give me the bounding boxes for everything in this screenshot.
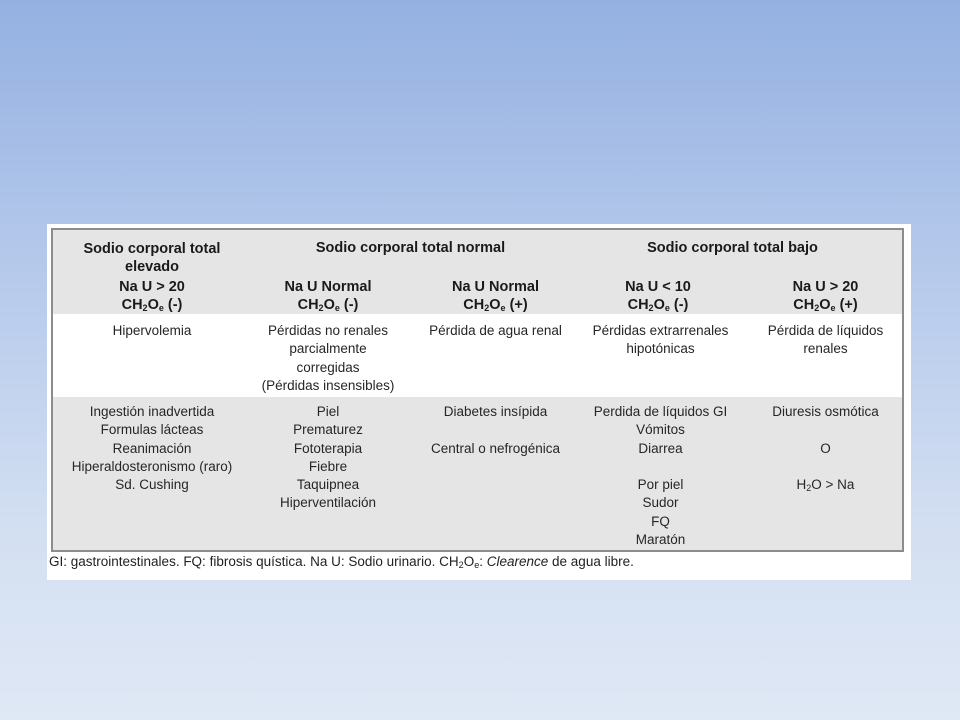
cell-line: Vómitos bbox=[636, 422, 685, 438]
cell-line: Fototerapia bbox=[293, 440, 363, 456]
table-header bbox=[53, 230, 902, 314]
row2-cell-5 bbox=[753, 403, 898, 494]
cell-line: Diarrea bbox=[638, 440, 683, 456]
col-4-na: Na U < 10 bbox=[625, 279, 691, 295]
row1-cell-5 bbox=[753, 322, 898, 359]
cell-line: Ingestión inadvertida bbox=[89, 404, 215, 419]
row1-cell-2 bbox=[243, 322, 413, 395]
col-1-ch: $CH_2O_e$ (-) bbox=[121, 297, 183, 313]
table-row-2 bbox=[53, 397, 902, 550]
col-header-1 bbox=[67, 278, 237, 314]
cell-line: Formulas lácteas bbox=[100, 422, 204, 438]
cell-line: Central o nefrogénica bbox=[430, 440, 561, 456]
row2-cell-2 bbox=[243, 403, 413, 513]
cell-line bbox=[578, 458, 743, 476]
cell-line: Prematurez bbox=[293, 422, 363, 438]
row1-cell-3 bbox=[413, 322, 578, 340]
cell-line: Diabetes insípida bbox=[443, 404, 548, 419]
cell-line: O bbox=[820, 440, 831, 456]
col-3-ch: $CH_2O_e$ (+) bbox=[463, 297, 528, 313]
col-4-ch: $CH_2O_e$ (-) bbox=[627, 297, 689, 313]
col-header-3 bbox=[413, 278, 578, 314]
cell-line: renales bbox=[803, 341, 848, 357]
group-header-normal: Sodio corporal total normal bbox=[315, 240, 506, 256]
cell-line bbox=[413, 421, 578, 439]
cell-line: Perdida de líquidos GI bbox=[593, 404, 728, 419]
cell-line-h2o: $H_2O > Na$ bbox=[796, 477, 855, 494]
cell-line: Por piel bbox=[637, 477, 684, 493]
cell-line: Fiebre bbox=[308, 458, 348, 474]
cell-line: corregidas bbox=[296, 359, 360, 375]
group-header-high: Sodio corporal total elevado bbox=[83, 241, 221, 275]
cell-line bbox=[753, 458, 898, 476]
cell-line: Hiperaldosteronismo (raro) bbox=[71, 458, 233, 474]
col-3-na: Na U Normal bbox=[451, 279, 540, 295]
row1-cell-1 bbox=[67, 322, 237, 340]
cell-line: Hipervolemia bbox=[112, 323, 192, 338]
cell-line: (Pérdidas insensibles) bbox=[261, 377, 395, 393]
col-header-5 bbox=[753, 278, 898, 314]
cell-line bbox=[753, 421, 898, 439]
row2-cell-4 bbox=[578, 403, 743, 549]
table-footnote: GI: gastrointestinales. FQ: fibrosis quística. Na U: Sodio urinario. $CH_2O_e$: Clearence de agua libre. bbox=[49, 554, 634, 570]
cell-line: Pérdida de líquidos bbox=[767, 323, 884, 338]
col-5-na: Na U > 20 bbox=[792, 279, 859, 295]
cell-line: Maratón bbox=[635, 532, 686, 548]
cell-line: Sd. Cushing bbox=[115, 477, 189, 493]
table-row-1 bbox=[53, 314, 902, 397]
col-2-ch: $CH_2O_e$ (-) bbox=[297, 297, 359, 313]
cell-line: Pérdidas extrarrenales bbox=[592, 323, 729, 338]
cell-line: Sudor bbox=[642, 495, 679, 511]
cell-line: Piel bbox=[316, 404, 340, 419]
col-1-na: Na U > 20 bbox=[119, 279, 185, 295]
group-header-low: Sodio corporal total bajo bbox=[647, 240, 818, 256]
col-5-ch: $CH_2O_e$ (+) bbox=[793, 297, 858, 313]
cell-line: Diuresis osmótica bbox=[772, 404, 879, 419]
cell-line: FQ bbox=[651, 513, 670, 529]
col-2-na: Na U Normal bbox=[284, 279, 372, 295]
cell-line: parcialmente bbox=[289, 341, 367, 357]
row1-cell-4 bbox=[583, 322, 738, 359]
data-table bbox=[51, 228, 904, 552]
cell-line: Pérdidas no renales bbox=[267, 323, 389, 338]
cell-line: Reanimación bbox=[112, 440, 192, 456]
cell-line: Hiperventilación bbox=[279, 495, 377, 511]
cell-line: Taquipnea bbox=[296, 477, 360, 493]
col-header-2 bbox=[253, 278, 403, 314]
table-figure bbox=[47, 224, 911, 580]
cell-line: Pérdida de agua renal bbox=[429, 323, 562, 338]
row2-cell-3 bbox=[413, 403, 578, 458]
cell-line: hipotónicas bbox=[626, 341, 695, 357]
col-header-4 bbox=[583, 278, 733, 314]
row2-cell-1 bbox=[57, 403, 247, 494]
